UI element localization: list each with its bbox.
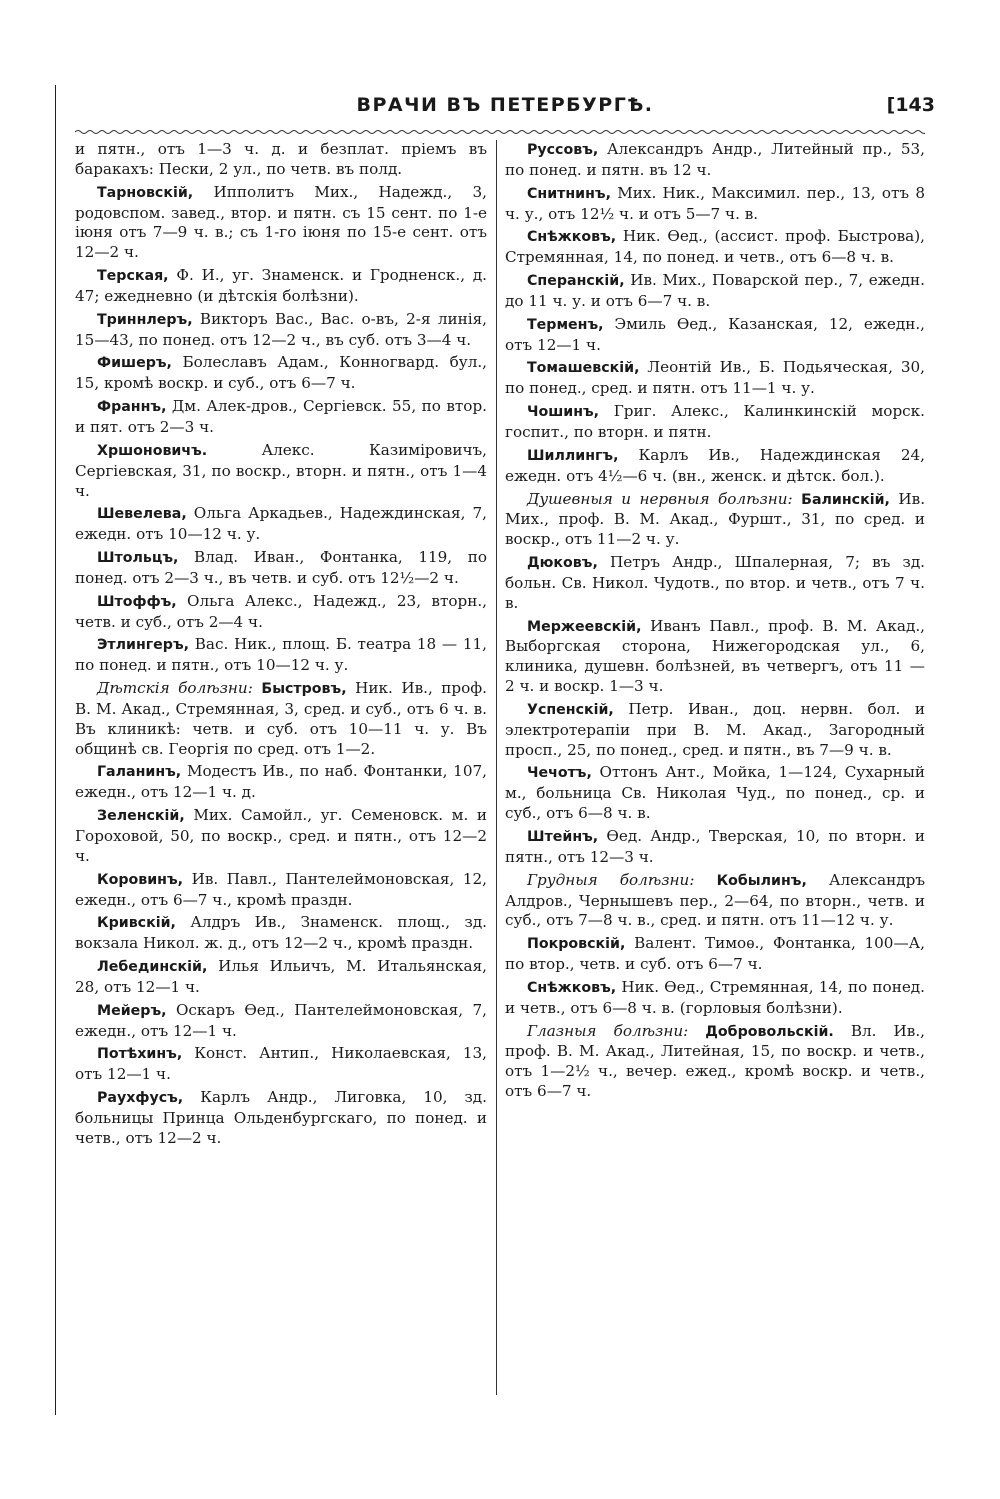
directory-entry: [75, 592, 487, 633]
directory-entry: [75, 504, 487, 545]
entry-details: Ольга Алекс., Надежд., 23, вторн., четв. и суб., отъ 2—4 ч.: [75, 591, 487, 631]
directory-entry: [505, 617, 925, 697]
doctor-name: Хршоновичъ.: [97, 442, 208, 459]
entry-details: Леонтій Ив., Б. Подьяческая, 30, по понед., сред. и пятн. отъ 11—1 ч. у.: [505, 358, 925, 398]
doctor-name: Балинскій,: [801, 491, 890, 508]
doctor-name: Коровинъ,: [97, 871, 184, 888]
entry-details: Алекс. Казиміровичъ, Сергіевская, 31, по воскр., вторн. и пятн., отъ 1—4 ч.: [75, 440, 487, 500]
entry-details: Александръ Алдров., Чернышевъ пер., 2—64, по вторн., четв. и суб., отъ 7—8 ч. в., сред. и пятн. отъ 11—12 ч. у.: [505, 870, 925, 930]
directory-entry: [75, 266, 487, 307]
doctor-name: Галанинъ,: [97, 764, 182, 781]
section-category: Дѣтскія болѣзни:: [97, 679, 253, 698]
entry-details: Алдръ Ив., Знаменск. площ., зд. вокзала Никол. ж. д., отъ 12—2 ч., кромѣ праздн.: [75, 913, 487, 953]
entry-details: Петръ Андр., Шпалерная, 7; въ зд. больн. Св. Никол. Чудотв., по втор. и четв., отъ 7 ч. в.: [505, 553, 925, 612]
entry-details: Валент. Тимоѳ., Фонтанка, 100—А, по втор., четв. и суб. отъ 6—7 ч.: [505, 934, 925, 974]
entry-details: Ник. Ѳед., Стремянная, 14, по понед. и четв., отъ 6—8 ч. в. (горловыя болѣзни).: [505, 977, 925, 1017]
doctor-name: Франнъ,: [97, 399, 167, 416]
doctor-name: Шевелева,: [97, 506, 187, 523]
directory-entry: [75, 870, 487, 911]
entry-details: Ник. Ив., проф. В. М. Акад., Стремянная, 3, сред. и суб., отъ 6 ч. в. Въ клиникѣ: четв. и суб. отъ 10—11 ч. у. Въ общинѣ св. Георгія по сред. отъ 1—2.: [75, 679, 488, 758]
doctor-name: Томашевскій,: [527, 360, 640, 377]
doctor-name: Снѣжковъ,: [527, 229, 617, 246]
entry-details: Мих. Ник., Максимил. пер., 13, отъ 8 ч. у., отъ 12½ ч. и отъ 5—7 ч. в.: [505, 183, 925, 223]
doctor-name: Штольцъ,: [97, 550, 179, 567]
entry-details: Ѳед. Андр., Тверская, 10, по вторн. и пятн., отъ 12—3 ч.: [505, 827, 925, 866]
directory-entry: [75, 441, 487, 502]
doctor-name: Мейеръ,: [97, 1002, 167, 1019]
directory-entry: [505, 763, 925, 824]
entry-details: Карлъ Андр., Лиговка, 10, зд. больницы Принца Ольденбургскаго, по понед. и четв., отъ 12—2 ч.: [75, 1088, 487, 1147]
entry-details: Иванъ Павл., проф. В. М. Акад., Выборгская сторона, Нижегородская ул., 6, клиника, душевн. болѣзней, въ четвергъ, отъ 11 — 2 ч. и воскр. 1—3 ч.: [505, 616, 925, 696]
left-column: [75, 140, 487, 1152]
directory-entry: [505, 315, 925, 356]
page-title: ВРАЧИ ВЪ ПЕТЕРБУРГѢ.: [356, 94, 654, 116]
directory-entry: [505, 446, 925, 487]
entry-details: Ольга Аркадьев., Надеждинская, 7, ежедн. отъ 10—12 ч. у.: [75, 504, 487, 544]
directory-entry: [505, 827, 925, 868]
entry-details: Ив. Мих., проф. В. М. Акад., Фуршт., 31, по сред. и воскр., отъ 11—2 ч. у.: [505, 489, 926, 549]
column-divider: [496, 140, 497, 1395]
directory-entry: [75, 310, 487, 351]
directory-entry: [75, 1001, 487, 1042]
right-column: [505, 140, 925, 1105]
directory-entry: [505, 227, 925, 268]
doctor-name: Потѣхинъ,: [97, 1046, 183, 1063]
page-header: [75, 94, 935, 130]
directory-entry: [75, 353, 487, 394]
wavy-rule-divider: [75, 128, 925, 136]
directory-entry: [505, 358, 925, 399]
entry-details: Влад. Иван., Фонтанка, 119, по понед. отъ 2—3 ч., въ четв. и суб. отъ 12½—2 ч.: [75, 548, 487, 587]
entry-details: Ф. И., уг. Знаменск. и Гродненск., д. 47; ежедневно (и дѣтскія болѣзни).: [75, 266, 487, 305]
doctor-name: Сперанскій,: [527, 273, 625, 290]
doctor-name: Лебединскій,: [97, 959, 208, 976]
entry-details: Конст. Антип., Николаевская, 13, отъ 12—1 ч.: [75, 1044, 487, 1084]
entry-details: Оскаръ Ѳед., Пантелеймоновская, 7, ежедн., отъ 12—1 ч.: [75, 1000, 487, 1040]
directory-entry: [75, 635, 487, 676]
directory-entry: [505, 184, 925, 225]
directory-entry: [75, 183, 487, 263]
doctor-name: Добровольскій.: [705, 1023, 834, 1040]
entry-details: Петр. Иван., доц. нервн. бол. и электротерапіи при В. М. Акад., Загородный просп., 25, по понед., сред. и пятн., въ 7—9 ч. в.: [505, 699, 925, 759]
entry-details: Карлъ Ив., Надеждинская 24, ежедн. отъ 4½—6 ч. (вн., женск. и дѣтск. бол.).: [505, 445, 925, 485]
entry-details: Григ. Алекс., Калинкинскій морск. госпит., по вторн. и пятн.: [505, 402, 925, 441]
entry-details: Оттонъ Ант., Мойка, 1—124, Сухарный м., больница Св. Николая Чуд., по понед., ср. и суб., отъ 6—8 ч. в.: [505, 763, 925, 823]
section-category: Глазныя болѣзни:: [527, 1021, 689, 1040]
doctor-name: Мержеевскій,: [527, 618, 642, 635]
directory-entry: [505, 934, 925, 975]
section-category: Душевныя и нервныя болѣзни:: [527, 489, 793, 508]
entry-details: Александръ Андр., Литейный пр., 53, по понед. и пятн. въ 12 ч.: [505, 140, 925, 179]
doctor-name: Фишеръ,: [97, 355, 172, 372]
doctor-name: Терская,: [97, 268, 169, 285]
entry-details: Илья Ильичъ, М. Итальянская, 28, отъ 12—1 ч.: [75, 957, 487, 996]
doctor-name: Снѣжковъ,: [527, 979, 617, 996]
entry-details: Болеславъ Адам., Конногвард. бул., 15, кромѣ воскр. и суб., отъ 6—7 ч.: [75, 353, 487, 393]
entry-details: Вас. Ник., площ. Б. театра 18 — 11, по понед. и пятн., отъ 10—12 ч. у.: [75, 635, 487, 675]
entry-details: Ив. Павл., Пантелеймоновская, 12, ежедн., отъ 6—7 ч., кромѣ праздн.: [75, 869, 487, 909]
directory-entry: [505, 402, 925, 443]
entry-details: Ипполитъ Мих., Надежд., 3, родовспом. завед., втор. и пятн. съ 15 сент. по 1-е іюня отъ 7—9 ч. в.; съ 1-го іюня по 15-е сент. отъ 12—2 ч.: [75, 182, 487, 262]
directory-entry: [505, 271, 925, 312]
doctor-name: Успенскій,: [527, 701, 614, 718]
doctor-name: Руссовъ,: [527, 142, 599, 158]
directory-entry: [505, 140, 925, 181]
doctor-name: Раухфусъ,: [97, 1090, 184, 1107]
directory-entry: [75, 397, 487, 438]
entry-details: Эмиль Ѳед., Казанская, 12, ежедн., отъ 12—1 ч.: [505, 314, 925, 354]
doctor-name: Шиллингъ,: [527, 447, 619, 464]
directory-entry: [75, 957, 487, 998]
entry-details: Вл. Ив., проф. В. М. Акад., Литейная, 15, по воскр. и четв., отъ 1—2½ ч., вечер. ежед., кромѣ воскр. и четв., отъ 6—7 ч.: [505, 1021, 925, 1101]
entry-details: Ив. Мих., Поварской пер., 7, ежедн. до 11 ч. у. и отъ 6—7 ч. в.: [505, 271, 925, 310]
directory-entry: [505, 871, 925, 932]
doctor-name: Штоффъ,: [97, 593, 177, 610]
doctor-name: Штейнъ,: [527, 829, 599, 845]
doctor-name: Этлингеръ,: [97, 637, 190, 654]
doctor-name: Чошинъ,: [527, 404, 600, 421]
entry-details: Мих. Самойл., уг. Семеновск. м. и Гороховой, 50, по воскр., сред. и пятн., отъ 12—2 ч.: [75, 806, 487, 865]
entry-details: Дм. Алек-дров., Сергіевск. 55, по втор. и пят. отъ 2—3 ч.: [75, 397, 487, 436]
directory-entry: [505, 978, 925, 1019]
doctor-name: Тарновскій,: [97, 184, 194, 201]
directory-entry: [75, 1044, 487, 1085]
doctor-name: Триннлеръ,: [97, 311, 193, 328]
doctor-name: Дюковъ,: [527, 555, 598, 572]
doctor-name: Кривскій,: [97, 915, 176, 932]
doctor-name: Снитнинъ,: [527, 185, 611, 202]
doctor-name: Зеленскій,: [97, 808, 185, 825]
doctor-name: Терменъ,: [527, 316, 604, 333]
directory-entry: [505, 1022, 925, 1102]
page-number: [143: [886, 94, 935, 116]
directory-entry: [75, 913, 487, 954]
doctor-name: Чечотъ,: [527, 765, 592, 782]
directory-entry: [75, 548, 487, 589]
section-category: Грудныя болѣзни:: [527, 870, 695, 889]
directory-entry: [505, 700, 925, 761]
directory-entry: [75, 806, 487, 867]
directory-entry: [75, 679, 487, 759]
directory-entry: [505, 553, 925, 614]
entry-details: Викторъ Вас., Вас. о-въ, 2-я линія, 15—43, по понед. отъ 12—2 ч., въ суб. отъ 3—4 ч.: [75, 309, 487, 349]
continued-entry: и пятн., отъ 1—3 ч. д. и безплат. пріемъ въ баракахъ: Пески, 2 ул., по четв. въ полд.: [75, 140, 487, 178]
directory-entry: [505, 490, 925, 551]
doctor-name: Покровскій,: [527, 936, 626, 953]
directory-entry: [75, 1088, 487, 1149]
doctor-name: Быстровъ,: [261, 681, 347, 698]
directory-entry: [75, 762, 487, 803]
entry-details: Ник. Ѳед., (ассист. проф. Быстрова), Стремянная, 14, по понед. и четв., отъ 6—8 ч. в.: [505, 227, 925, 267]
entry-details: Модестъ Ив., по наб. Фонтанки, 107, ежедн., отъ 12—1 ч. д.: [75, 762, 487, 802]
doctor-name: Кобылинъ,: [716, 872, 807, 889]
